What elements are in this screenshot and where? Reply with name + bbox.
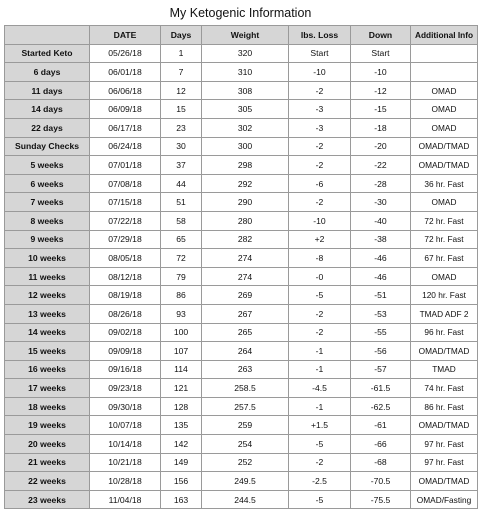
cell-additional-info: TMAD ADF 2 <box>411 304 478 323</box>
table-row <box>5 267 478 286</box>
cell-lbs-loss: +2 <box>289 230 351 249</box>
cell-down: -40 <box>351 211 411 230</box>
cell-days: 149 <box>161 453 202 472</box>
table-row <box>5 63 478 82</box>
column-header-lbs-loss: lbs. Loss <box>289 26 351 45</box>
cell-days: 114 <box>161 360 202 379</box>
cell-weight: 263 <box>202 360 289 379</box>
table-row <box>5 156 478 175</box>
cell-date: 11/04/18 <box>90 490 161 509</box>
cell-days: 128 <box>161 397 202 416</box>
cell-additional-info: OMAD <box>411 118 478 137</box>
cell-lbs-loss: -1 <box>289 342 351 361</box>
cell-label: 10 weeks <box>5 249 90 268</box>
cell-additional-info: OMAD/TMAD <box>411 342 478 361</box>
cell-additional-info: 86 hr. Fast <box>411 397 478 416</box>
cell-date: 10/14/18 <box>90 435 161 454</box>
table-row <box>5 453 478 472</box>
cell-additional-info: OMAD/Fasting <box>411 490 478 509</box>
cell-date: 08/05/18 <box>90 249 161 268</box>
cell-down: -53 <box>351 304 411 323</box>
cell-lbs-loss: -10 <box>289 211 351 230</box>
cell-label: 13 weeks <box>5 304 90 323</box>
cell-weight: 269 <box>202 286 289 305</box>
cell-date: 09/16/18 <box>90 360 161 379</box>
cell-weight: 290 <box>202 193 289 212</box>
cell-down: -30 <box>351 193 411 212</box>
cell-days: 121 <box>161 379 202 398</box>
table-row <box>5 286 478 305</box>
cell-weight: 308 <box>202 81 289 100</box>
cell-days: 58 <box>161 211 202 230</box>
cell-down: -62.5 <box>351 397 411 416</box>
cell-additional-info: 97 hr. Fast <box>411 435 478 454</box>
cell-date: 08/19/18 <box>90 286 161 305</box>
cell-down: -10 <box>351 63 411 82</box>
cell-lbs-loss: -2 <box>289 304 351 323</box>
cell-down: -51 <box>351 286 411 305</box>
cell-additional-info: 36 hr. Fast <box>411 174 478 193</box>
cell-days: 100 <box>161 323 202 342</box>
cell-date: 08/26/18 <box>90 304 161 323</box>
cell-down: -12 <box>351 81 411 100</box>
cell-additional-info: 120 hr. Fast <box>411 286 478 305</box>
cell-additional-info: OMAD/TMAD <box>411 137 478 156</box>
cell-label: 9 weeks <box>5 230 90 249</box>
cell-down: -38 <box>351 230 411 249</box>
cell-label: 11 weeks <box>5 267 90 286</box>
cell-additional-info <box>411 63 478 82</box>
cell-down: -75.5 <box>351 490 411 509</box>
table-row <box>5 397 478 416</box>
cell-lbs-loss: -2 <box>289 323 351 342</box>
cell-additional-info: OMAD <box>411 267 478 286</box>
cell-weight: 280 <box>202 211 289 230</box>
cell-down: -70.5 <box>351 472 411 491</box>
cell-lbs-loss: -2 <box>289 137 351 156</box>
cell-days: 44 <box>161 174 202 193</box>
cell-label: 8 weeks <box>5 211 90 230</box>
cell-lbs-loss: -2.5 <box>289 472 351 491</box>
cell-label: 6 weeks <box>5 174 90 193</box>
cell-label: 16 weeks <box>5 360 90 379</box>
cell-lbs-loss: Start <box>289 44 351 63</box>
cell-date: 05/26/18 <box>90 44 161 63</box>
cell-date: 06/17/18 <box>90 118 161 137</box>
cell-down: -28 <box>351 174 411 193</box>
cell-days: 12 <box>161 81 202 100</box>
cell-additional-info: 74 hr. Fast <box>411 379 478 398</box>
column-header-days: Days <box>161 26 202 45</box>
cell-label: 19 weeks <box>5 416 90 435</box>
cell-days: 1 <box>161 44 202 63</box>
cell-date: 07/29/18 <box>90 230 161 249</box>
cell-additional-info: TMAD <box>411 360 478 379</box>
cell-additional-info: 67 hr. Fast <box>411 249 478 268</box>
cell-weight: 249.5 <box>202 472 289 491</box>
table-row <box>5 323 478 342</box>
cell-lbs-loss: -5 <box>289 490 351 509</box>
cell-label: 12 weeks <box>5 286 90 305</box>
cell-weight: 274 <box>202 267 289 286</box>
cell-date: 06/01/18 <box>90 63 161 82</box>
cell-days: 163 <box>161 490 202 509</box>
cell-weight: 257.5 <box>202 397 289 416</box>
cell-weight: 265 <box>202 323 289 342</box>
cell-date: 09/09/18 <box>90 342 161 361</box>
cell-down: -46 <box>351 267 411 286</box>
cell-days: 156 <box>161 472 202 491</box>
cell-lbs-loss: -0 <box>289 267 351 286</box>
column-header-down: Down <box>351 26 411 45</box>
table-header <box>5 26 478 45</box>
cell-date: 06/09/18 <box>90 100 161 119</box>
cell-days: 86 <box>161 286 202 305</box>
cell-lbs-loss: -1 <box>289 397 351 416</box>
cell-additional-info: OMAD/TMAD <box>411 156 478 175</box>
cell-down: -20 <box>351 137 411 156</box>
cell-weight: 254 <box>202 435 289 454</box>
cell-days: 30 <box>161 137 202 156</box>
cell-date: 08/12/18 <box>90 267 161 286</box>
cell-lbs-loss: -2 <box>289 193 351 212</box>
cell-additional-info: OMAD <box>411 193 478 212</box>
table-row <box>5 44 478 63</box>
cell-down: -55 <box>351 323 411 342</box>
cell-weight: 320 <box>202 44 289 63</box>
cell-days: 7 <box>161 63 202 82</box>
table-row <box>5 230 478 249</box>
table-row <box>5 174 478 193</box>
cell-weight: 302 <box>202 118 289 137</box>
cell-down: Start <box>351 44 411 63</box>
cell-weight: 298 <box>202 156 289 175</box>
cell-additional-info: 96 hr. Fast <box>411 323 478 342</box>
table-body <box>5 44 478 509</box>
table-row <box>5 100 478 119</box>
table-row <box>5 379 478 398</box>
cell-label: 7 weeks <box>5 193 90 212</box>
cell-date: 10/28/18 <box>90 472 161 491</box>
cell-date: 07/22/18 <box>90 211 161 230</box>
cell-lbs-loss: -3 <box>289 100 351 119</box>
cell-date: 07/15/18 <box>90 193 161 212</box>
cell-date: 10/21/18 <box>90 453 161 472</box>
table-row <box>5 472 478 491</box>
cell-date: 10/07/18 <box>90 416 161 435</box>
cell-label: 11 days <box>5 81 90 100</box>
cell-days: 135 <box>161 416 202 435</box>
cell-lbs-loss: -1 <box>289 360 351 379</box>
cell-days: 15 <box>161 100 202 119</box>
cell-label: 6 days <box>5 63 90 82</box>
cell-label: 22 days <box>5 118 90 137</box>
cell-weight: 259 <box>202 416 289 435</box>
cell-days: 93 <box>161 304 202 323</box>
cell-lbs-loss: -2 <box>289 453 351 472</box>
cell-date: 07/08/18 <box>90 174 161 193</box>
cell-days: 72 <box>161 249 202 268</box>
column-header-label <box>5 26 90 45</box>
cell-lbs-loss: -6 <box>289 174 351 193</box>
keto-table <box>4 25 478 509</box>
cell-lbs-loss: -4.5 <box>289 379 351 398</box>
cell-down: -46 <box>351 249 411 268</box>
cell-days: 51 <box>161 193 202 212</box>
cell-lbs-loss: -8 <box>289 249 351 268</box>
cell-days: 79 <box>161 267 202 286</box>
cell-down: -22 <box>351 156 411 175</box>
cell-down: -56 <box>351 342 411 361</box>
cell-weight: 292 <box>202 174 289 193</box>
cell-down: -68 <box>351 453 411 472</box>
cell-weight: 258.5 <box>202 379 289 398</box>
cell-lbs-loss: -3 <box>289 118 351 137</box>
cell-additional-info: 97 hr. Fast <box>411 453 478 472</box>
header-row <box>5 26 478 45</box>
table-row <box>5 360 478 379</box>
cell-lbs-loss: -10 <box>289 63 351 82</box>
cell-additional-info: 72 hr. Fast <box>411 230 478 249</box>
cell-label: 23 weeks <box>5 490 90 509</box>
column-header-date: DATE <box>90 26 161 45</box>
cell-weight: 282 <box>202 230 289 249</box>
cell-down: -66 <box>351 435 411 454</box>
cell-days: 142 <box>161 435 202 454</box>
cell-additional-info: 72 hr. Fast <box>411 211 478 230</box>
cell-weight: 264 <box>202 342 289 361</box>
cell-additional-info: OMAD <box>411 100 478 119</box>
cell-additional-info: OMAD/TMAD <box>411 416 478 435</box>
cell-lbs-loss: -5 <box>289 286 351 305</box>
cell-down: -61.5 <box>351 379 411 398</box>
cell-label: 14 weeks <box>5 323 90 342</box>
table-row <box>5 81 478 100</box>
cell-weight: 252 <box>202 453 289 472</box>
cell-additional-info <box>411 44 478 63</box>
column-header-weight: Weight <box>202 26 289 45</box>
cell-date: 09/23/18 <box>90 379 161 398</box>
table-row <box>5 137 478 156</box>
cell-date: 09/30/18 <box>90 397 161 416</box>
cell-label: 15 weeks <box>5 342 90 361</box>
cell-date: 07/01/18 <box>90 156 161 175</box>
cell-weight: 244.5 <box>202 490 289 509</box>
cell-weight: 305 <box>202 100 289 119</box>
table-row <box>5 416 478 435</box>
table-row <box>5 304 478 323</box>
cell-down: -15 <box>351 100 411 119</box>
cell-date: 06/06/18 <box>90 81 161 100</box>
cell-label: Sunday Checks <box>5 137 90 156</box>
cell-down: -18 <box>351 118 411 137</box>
cell-date: 09/02/18 <box>90 323 161 342</box>
cell-label: Started Keto <box>5 44 90 63</box>
cell-label: 21 weeks <box>5 453 90 472</box>
table-row <box>5 249 478 268</box>
cell-label: 18 weeks <box>5 397 90 416</box>
cell-date: 06/24/18 <box>90 137 161 156</box>
cell-days: 23 <box>161 118 202 137</box>
table-row <box>5 193 478 212</box>
cell-label: 17 weeks <box>5 379 90 398</box>
cell-weight: 310 <box>202 63 289 82</box>
cell-days: 37 <box>161 156 202 175</box>
cell-label: 22 weeks <box>5 472 90 491</box>
column-header-additional-info: Additional Info <box>411 26 478 45</box>
cell-label: 5 weeks <box>5 156 90 175</box>
cell-lbs-loss: -2 <box>289 81 351 100</box>
cell-weight: 267 <box>202 304 289 323</box>
cell-label: 20 weeks <box>5 435 90 454</box>
cell-lbs-loss: +1.5 <box>289 416 351 435</box>
cell-label: 14 days <box>5 100 90 119</box>
cell-lbs-loss: -2 <box>289 156 351 175</box>
cell-down: -57 <box>351 360 411 379</box>
cell-lbs-loss: -5 <box>289 435 351 454</box>
cell-weight: 274 <box>202 249 289 268</box>
cell-weight: 300 <box>202 137 289 156</box>
cell-days: 65 <box>161 230 202 249</box>
table-row <box>5 435 478 454</box>
table-row <box>5 342 478 361</box>
page-title: My Ketogenic Information <box>169 6 312 20</box>
cell-additional-info: OMAD/TMAD <box>411 472 478 491</box>
cell-additional-info: OMAD <box>411 81 478 100</box>
table-row <box>5 118 478 137</box>
cell-days: 107 <box>161 342 202 361</box>
table-row <box>5 211 478 230</box>
cell-down: -61 <box>351 416 411 435</box>
